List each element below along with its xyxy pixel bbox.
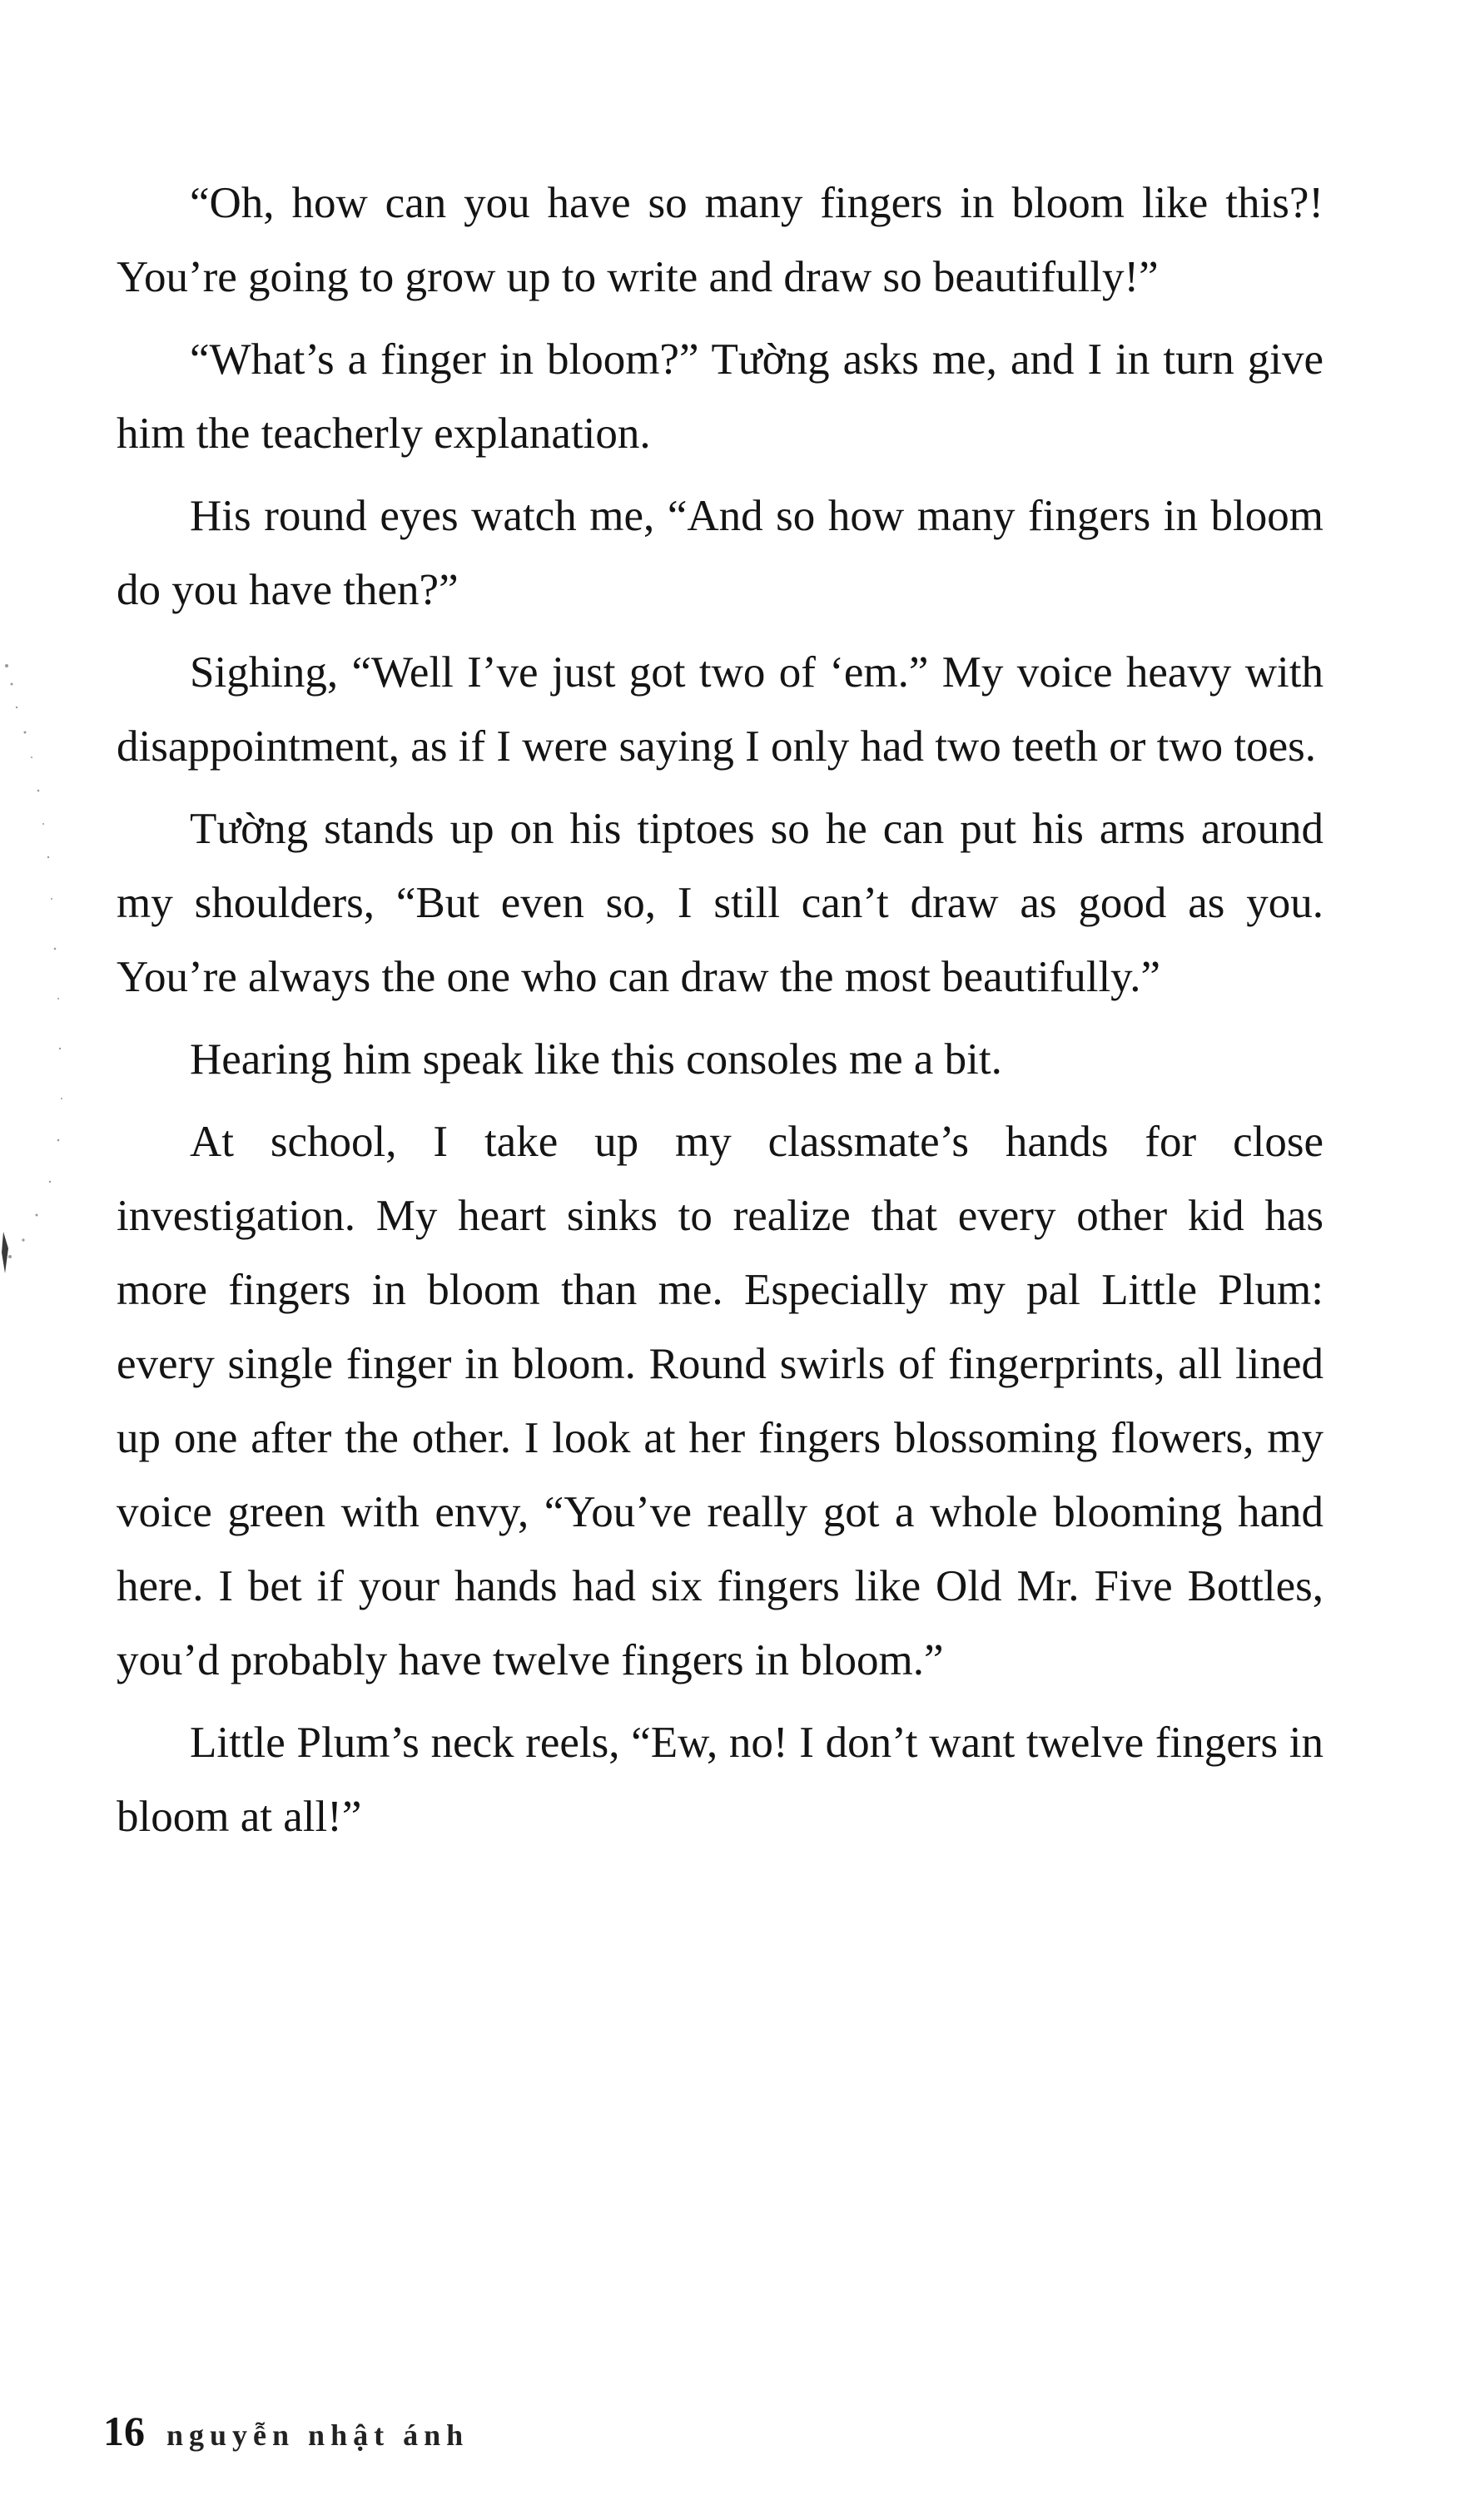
paragraph: Little Plum’s neck reels, “Ew, no! I don’t want twelve fingers in bloom at all!” [117, 1719, 1323, 1841]
paragraph: At school, I take up my classmate’s hands for close investigation. My heart sinks to realize that every other kid has more fingers in bloom than me. Especially my pal Little Plum: every single finger in bloom. Round swirls of fingerprints, all lined up one after the other. I look at her fingers blossoming flowers, my voice green with envy, “You’ve really got a whole blooming hand here. I bet if your hands had six fingers like Old Mr. Five Bottles, you’d probably have twelve fingers in bloom.” [117, 1118, 1323, 1684]
body-text [117, 166, 1323, 1863]
scan-edge-speckle [0, 632, 92, 1315]
paragraph: Tường stands up on his tiptoes so he can put his arms around my shoulders, “But even so, I still can’t draw as good as you. You’re always the one who can draw the most beautifully.” [117, 805, 1323, 1001]
paragraph: His round eyes watch me, “And so how many fingers in bloom do you have then?” [117, 492, 1323, 614]
paragraph: Hearing him speak like this consoles me a bit. [190, 1035, 1002, 1084]
paragraph: “Oh, how can you have so many fingers in bloom like this?! You’re going to grow up to write and draw so beautifully!” [117, 179, 1323, 301]
page-number: 16 [103, 2408, 145, 2454]
paragraph: Sighing, “Well I’ve just got two of ‘em.” My voice heavy with disappointment, as if I were saying I only had two teeth or two toes. [117, 648, 1323, 771]
page-footer [103, 2407, 469, 2473]
running-footer-author: nguyễn nhật ánh [166, 2418, 469, 2452]
paragraph: “What’s a finger in bloom?” Tường asks me, and I in turn give him the teacherly explanation. [117, 335, 1323, 458]
